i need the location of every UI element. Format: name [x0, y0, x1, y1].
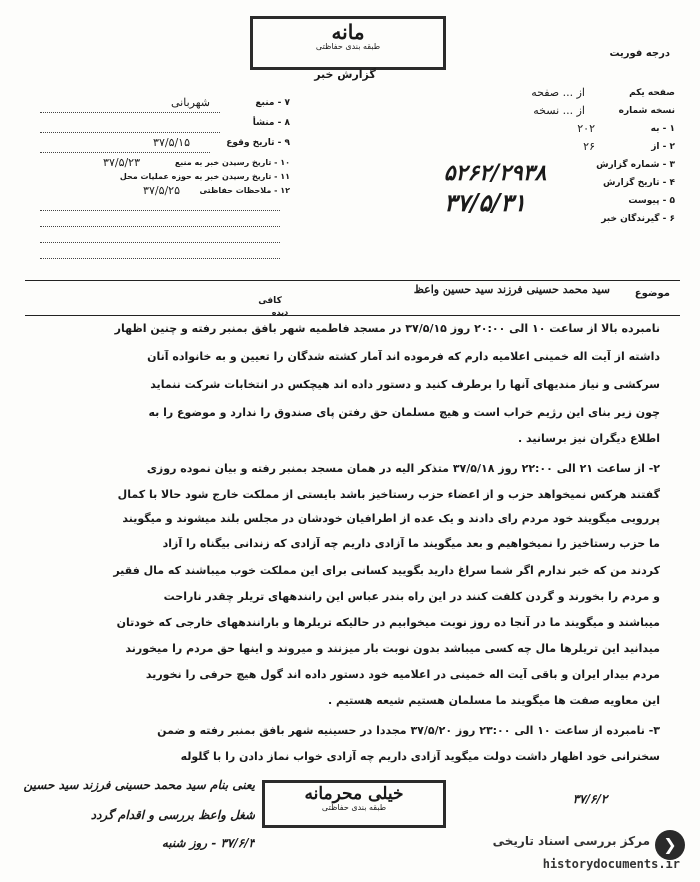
stamp-sub-text: طبقه بندی حفاظتی [321, 802, 387, 812]
footer-date-stamp: ۳۷/۶/۲ [572, 792, 608, 806]
field-label: ۱۰ - تاریخ رسیدن خبر به منبع [174, 158, 290, 167]
body-line: مردم بیدار ایران و باقی آیت اله خمینی در اعلامیه خود دستور داده اند گول هیچ حرفی را نخورید [145, 668, 660, 681]
body-line: داشته از آیت اله خمینی اعلامیه دارم که فرموده اند آمار کشته شدگان را تعیین و به خانواده آنان [147, 350, 660, 363]
body-line: گفتند هرکس نمیخواهد حزب و از اعضاء حزب رستاخیز باشد بایستی از مملکت خارج شود حالا با کمال [117, 488, 660, 501]
stamp-sub-text: طبقه بندی حفاظتی [315, 42, 381, 51]
subject-text: سید محمد حسینی فرزند سید حسین واعظ [413, 283, 610, 296]
field-label: ۱۲ - ملاحظات حفاظتی [199, 186, 290, 195]
field-row-to: ۱ - به ۲۰۲ [577, 122, 675, 135]
field-label: ۹ - تاریخ وقوع [226, 138, 290, 148]
column-header-sufficient: کافی [258, 296, 282, 306]
handwritten-note-line3: ۳۷/۶/۳ - روز شنبه [161, 836, 255, 850]
handwritten-report-date: ۳۷/۵/۳۱ [444, 188, 526, 217]
left-fields [30, 98, 290, 200]
field-row-page: صفحه یکم از ... صفحه [531, 86, 675, 99]
subject-label: موضوع [634, 288, 670, 299]
field-value: ۳۷/۵/۲۳ [103, 156, 140, 169]
body-line: ما حزب رستاخیز را نمیخواهیم و بعد میگویند ما آزادی داریم چه آزادی که زندانی بیگناه را آزاد [162, 537, 660, 550]
body-line: میباشند و میگویند ما در آنجا ده روز نوبت میخوابیم در حالیکه تریلرها و بارانندههای خارجی که خودتان [116, 616, 660, 629]
field-row-occurrence-date [30, 138, 290, 158]
handwritten-report-number: ۵۲۶۲/۲۹۳۸ [443, 160, 547, 186]
field-row-copy: نسخه شماره از ... نسخه [533, 104, 675, 117]
body-line: پررویی میگویند خود مردم رای دادند و یک عده از اطرافیان خودشان در مجلس بلند میشوند و میگویند [122, 512, 660, 525]
body-line: و مردم را بخورند و گردن کلفت کنند در این راه بندر عباس این رانندههای تریلر چقدر ناراحت [163, 590, 660, 603]
body-line: میدانید این تریلرها مال چه کسی میباشد بدون نوبت بار میزنند و میروند و اینها حق مردم را میخورند [125, 642, 660, 655]
body-line: ۳- نامبرده از ساعت ۱۰ الی ۲۳:۰۰ روز ۳۷/۵/۲۰ مجددا در حسینیه شهر بافق بمنبر رفته و ضمن [157, 724, 660, 737]
field-row-security-notes [30, 186, 290, 200]
field-row-recipients: ۶ - گیرندگان خبر [601, 214, 675, 224]
priority-label: درجه فوریت [609, 48, 670, 59]
body-line: اطلاع دیگران نیز برسانید . [517, 432, 660, 445]
field-label: ۱۱ - تاریخ رسیدن خبر به حوزه عملیات محل [119, 172, 290, 181]
stamp-main-text: مانه [331, 20, 365, 44]
field-row-origin [30, 118, 290, 138]
body-line: چون زیر بنای این رژیم خراب است و هیچ مسلمان حق رفتن پای صندوق را ندارد و موضوع را به [148, 406, 660, 419]
classification-stamp-top [250, 16, 446, 70]
field-label: ۸ - منشأ [252, 118, 290, 128]
column-header-seen: دیده [271, 308, 289, 317]
field-value: ۳۷/۵/۲۵ [143, 184, 180, 197]
report-title: گزارش خبر [314, 68, 376, 81]
body-line: این معاویه صفت ها میگویند ما مسلمان هستیم شیعه هستیم . [328, 694, 660, 707]
field-value: شهربانی [171, 96, 210, 109]
stamp-main-text: خیلی محرمانه [304, 784, 404, 804]
body-line: کردند من که خبر ندارم اگر شما سراغ دارید بگویید کسانی برای این مملکت خوب میباشند که مال فقیر [113, 564, 660, 577]
field-row-received-date [30, 158, 290, 172]
body-line: سخنرانی خود اظهار داشت دولت میگوید آزادی داریم چه آزادی خواب نماز دادن را با گلوله [180, 750, 660, 763]
field-value: ۳۷/۵/۱۵ [153, 136, 190, 149]
archive-logo-icon: ❯ [655, 830, 685, 860]
field-row-source [30, 98, 290, 118]
field-label: ۷ - منبع [255, 98, 290, 108]
body-line: ۲- از ساعت ۲۱ الی ۲۲:۰۰ روز ۳۷/۵/۱۸ متذکر الیه در همان مسجد بمنبر رفته و بیان نموده روزی [146, 462, 660, 475]
body-line: سرکشی و نیاز مندیهای آنها را برطرف کنید و دستور داده اند هیچکس در انتخابات شرکت ننماید [150, 378, 660, 391]
watermark-site-fa: مرکز بررسی اسناد تاریخی [492, 834, 650, 848]
handwritten-note-line2: شغل واعظ بررسی و اقدام گردد [90, 808, 255, 822]
watermark-site-en: historydocuments.ir [542, 857, 680, 871]
handwritten-note-line1: یعنی بنام سید محمد حسینی فرزند سید حسین [23, 778, 255, 792]
field-row-report-date: ۴ - تاریخ گزارش [603, 178, 675, 188]
body-line: نامبرده بالا از ساعت ۱۰ الی ۲۰:۰۰ روز ۳۷/۵/۱۵ در مسجد فاطمیه شهر بافق بمنبر رفته و چنین اظهار [114, 322, 660, 335]
field-row-attachment: ۵ - پیوست [628, 196, 675, 206]
classification-stamp-bottom [262, 780, 446, 828]
field-row-from: ۲ - از ۲۶ [583, 140, 675, 153]
field-row-report-number: ۳ - شماره گزارش [596, 160, 675, 170]
